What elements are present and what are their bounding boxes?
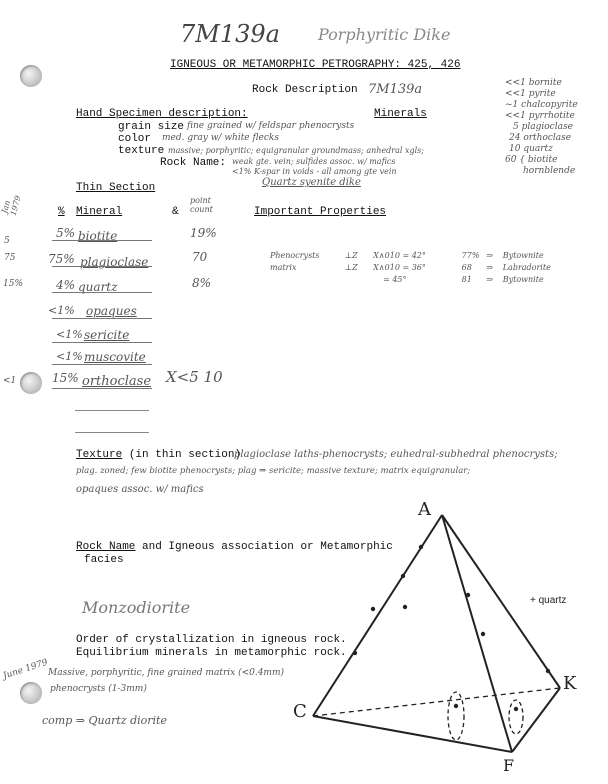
property-value: = 45° <box>383 275 407 284</box>
bottom-note-line-1: Massive, porphyritic, fine grained matrix (<0.4mm) <box>48 668 285 678</box>
col-pct: % <box>58 206 65 218</box>
property-pct: 68 <box>461 263 472 272</box>
edge-c-f <box>313 716 512 752</box>
ts-row-mineral: biotite <box>78 229 118 243</box>
data-point <box>546 669 550 673</box>
rock-name-section-line2: facies <box>84 554 124 566</box>
data-point <box>481 632 485 636</box>
rock-name-section-value: Monzodiorite <box>82 598 191 617</box>
property-label: matrix <box>270 263 297 272</box>
data-point <box>401 574 405 578</box>
texture-label-hand: texture <box>118 145 165 157</box>
margin-mark: <1 <box>3 376 17 386</box>
property-pct: 81 <box>461 275 472 284</box>
property-ext: ⊥Z <box>344 263 358 272</box>
property-arrow: ⇒ <box>486 263 493 272</box>
rock-description-label: Rock Description <box>252 84 358 96</box>
rock-name-value-1: weak gte. vein; sulfides assoc. w/ mafics <box>232 157 396 166</box>
texture-heading <box>76 449 241 461</box>
property-label: Phenocrysts <box>270 251 320 260</box>
ts-row-line <box>52 318 152 319</box>
property-name: Bytownite <box>502 275 544 284</box>
texture-label: Texture <box>76 449 123 461</box>
ts-row-pct: 4% <box>56 278 76 292</box>
ts-row-pct: 5% <box>56 226 76 240</box>
property-value: X∧010 = 36° <box>373 263 426 272</box>
property-row <box>270 274 551 286</box>
data-point <box>371 607 375 611</box>
ts-row-line <box>52 388 152 389</box>
mineral-entry: <<1 pyrrhotite <box>505 111 575 121</box>
ts-row-pct: <1% <box>48 304 75 317</box>
tetrahedron-diagram <box>290 495 590 775</box>
ts-row-pct: 75% <box>48 252 75 266</box>
grain-size-label: grain size <box>118 121 185 133</box>
thin-section-label: Thin Section <box>76 182 156 194</box>
property-name: Labradorite <box>502 263 551 272</box>
ts-row-count: 19% <box>190 226 217 240</box>
rock-name-section-label: Rock Name <box>76 541 136 553</box>
margin-mark: 5 <box>4 236 10 246</box>
ts-row-count: X<5 10 <box>166 368 223 386</box>
ts-row-pct: 15% <box>52 371 79 385</box>
texture-label-rest: (in thin section) <box>128 449 242 461</box>
ts-row-line <box>52 292 152 293</box>
vertex-label-a: A <box>418 499 431 520</box>
ts-row-line <box>52 342 152 343</box>
mineral-entry: 10 quartz <box>509 144 553 154</box>
bottom-note-comp: comp ⇒ Quartz diorite <box>42 714 167 727</box>
data-point <box>403 605 407 609</box>
mineral-entry: ~1 chalcopyrite <box>505 100 578 110</box>
data-point <box>353 651 357 655</box>
mineral-entry: 5 plagioclase <box>513 122 573 132</box>
edge-a-f <box>442 515 512 752</box>
rock-description-value: 7M139a <box>368 82 423 97</box>
ts-row-line <box>52 364 152 365</box>
mineral-entry: <<1 bornite <box>505 78 562 88</box>
sample-name: Porphyritic Dike <box>318 25 451 44</box>
texture-line-2: plag. zoned; few biotite phenocrysts; plag ⇒ sericite; massive texture; matrix equigranular; <box>76 466 471 476</box>
col-point-count: point count <box>190 196 213 214</box>
vertex-label-k: K <box>563 673 577 694</box>
hand-specimen-label: Hand Specimen description: <box>76 108 248 120</box>
ts-row-line <box>52 240 152 241</box>
quartz-note: + quartz <box>530 595 567 606</box>
edge-a-c <box>313 515 442 716</box>
rock-name-value-2: <1% K-spar in voids - all among gte vein <box>232 167 397 176</box>
property-pct: 77% <box>461 251 480 260</box>
edge-f-k <box>512 688 560 752</box>
margin-mark: 15% <box>3 279 24 289</box>
ts-row-line <box>52 266 152 267</box>
data-point <box>466 593 470 597</box>
ts-row-mineral: orthoclase <box>82 374 152 389</box>
property-row <box>270 262 551 274</box>
minerals-list <box>505 78 605 177</box>
col-properties: Important Properties <box>254 206 387 218</box>
color-value: med. gray w/ white flecks <box>162 133 279 143</box>
col-amp: & <box>172 206 179 218</box>
rock-name-value-3: Quartz syenite dike <box>262 177 361 188</box>
grain-size-value: fine grained w/ feldspar phenocrysts <box>187 121 355 131</box>
property-name: Bytownite <box>502 251 544 260</box>
ts-row-mineral: plagioclase <box>80 255 149 269</box>
property-arrow: ⇒ <box>486 251 493 260</box>
ts-blank-line <box>75 410 149 411</box>
binder-hole-middle <box>20 372 42 394</box>
mineral-entry: <<1 pyrite <box>505 89 556 99</box>
data-point <box>514 707 518 711</box>
texture-line-3: opaques assoc. w/ mafics <box>76 484 204 495</box>
rock-name-label: Rock Name: <box>160 157 227 169</box>
ts-row-mineral: quartz <box>78 280 118 294</box>
binder-hole-top <box>20 65 42 87</box>
ts-blank-line <box>75 432 149 433</box>
ts-row-count: 8% <box>192 276 212 290</box>
property-row <box>270 250 551 262</box>
bottom-note-date: June 1979 <box>2 657 50 682</box>
phase-field-ellipse <box>509 700 523 734</box>
ts-row-pct: <1% <box>56 328 83 341</box>
margin-mark: 75 <box>4 253 16 263</box>
data-point <box>419 545 423 549</box>
margin-date: Jan 1979 <box>0 194 23 217</box>
form-title: IGNEOUS OR METAMORPHIC PETROGRAPHY: 425, 426 <box>170 59 461 71</box>
mineral-entry: hornblende <box>523 166 576 176</box>
phase-field-ellipse <box>448 692 464 740</box>
property-value: X∧010 = 42° <box>373 251 426 260</box>
texture-line-1: plagioclase laths-phenocrysts; euhedral-subhedral phenocrysts; <box>234 449 558 460</box>
ts-row-count: 70 <box>192 250 208 264</box>
mineral-entry: 24 orthoclase <box>509 133 572 143</box>
mineral-entry: 60 { biotite <box>505 155 558 165</box>
property-ext: ⊥Z <box>344 251 358 260</box>
binder-hole-bottom <box>20 682 42 704</box>
rock-name-section-label-rest: and Igneous association or Metamorphic <box>142 541 393 553</box>
data-point <box>454 704 458 708</box>
col-mineral: Mineral <box>76 206 123 218</box>
crystallization-line-1: Order of crystallization in igneous rock. <box>76 634 347 646</box>
bottom-note-line-2: phenocrysts (1-3mm) <box>50 684 147 694</box>
texture-value-hand: massive; porphyritic; equigranular groundmass; anhedral xgls; <box>168 146 424 155</box>
color-label: color <box>118 133 152 145</box>
vertex-label-c: C <box>293 701 307 722</box>
crystallization-line-2: Equilibrium minerals in metamorphic rock. <box>76 647 347 659</box>
ts-row-mineral: muscovite <box>84 350 146 364</box>
ts-row-mineral: opaques <box>86 304 137 318</box>
ts-row-pct: <1% <box>56 350 83 363</box>
property-arrow: ⇒ <box>486 275 493 284</box>
minerals-header: Minerals <box>374 108 427 120</box>
properties-block <box>270 250 551 286</box>
ts-row-mineral: sericite <box>84 328 130 342</box>
vertex-label-f: F <box>503 756 515 775</box>
sample-id: 7M139a <box>180 20 280 48</box>
